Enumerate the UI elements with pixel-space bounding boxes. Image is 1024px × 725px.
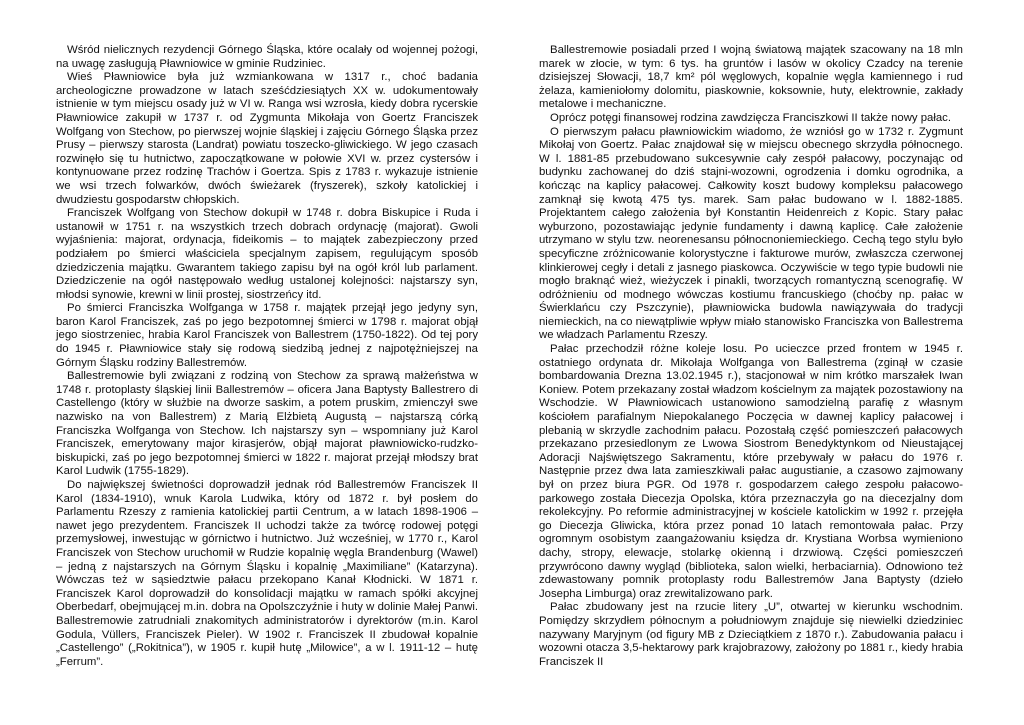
paragraph: Wieś Pławniowice była już wzmiankowana w 1317 r., choć badania archeologiczne prowadzone w latach sześćdziesiątych XX w. udokumentowały istnienie w tym miejscu osady już w VI w. Ranga wsi wzrosła, kiedy dobra rycerskie Pławniowice zakupił w 1737 r. od Zygmunta Mikołaja von Goertz Franciszek Wolfgang von Stechow, po pierwszej wojnie śląskiej i zajęciu Górnego Śląska przez Prusy – pierwszy starosta (Landrat) powiatu toszecko-gliwickiego. W jego czasach rozwinęło się tu hutnictwo, zapoczątkowane w połowie XVI w. przez cystersów i kontynuowane przez rodzinę Trachów i Goertza. Spis z 1783 r. wykazuje istnienie we wsi trzech folwarków, dwóch świeżarek (fryszerek), szkoły katolickiej i dwudziestu gospodarstw chłopskich. (56, 71, 478, 206)
paragraph: Ballestremowie byli związani z rodziną von Stechow za sprawą małżeństwa w 1748 r. protoplasty śląskiej linii Ballestremów – oficera Jana Baptysty Ballestrero di Castellengo (który w służbie na dworze saskim, a potem pruskim, zmienczył swe nazwisko na von Ballestrem) z Marią Elżbietą Augustą – najstarszą córką Franciszka Wolfganga von Stechow. Ich najstarszy syn – wspomniany już Karol Franciszek, emerytowany major kirasjerów, objął majorat pławniowicko-rudzko-biskupicki, zaś po jego bezpotomnej śmierci w 1822 r. majorat przejął młodszy brat Karol Ludwik (1755-1829). (56, 370, 478, 478)
paragraph: Po śmierci Franciszka Wolfganga w 1758 r. majątek przejął jego jedyny syn, baron Karol Franciszek, zaś po jego bezpotomnej śmierci w 1798 r. majorat objął jego siostrzeniec, hrabia Karol Franciszek von Ballestrem (1750-1822). Od tej pory do 1945 r. Pławniowice stały się rodową siedzibą jednej z najpotężniejszej na Górnym Śląsku rodziny Ballestremów. (56, 302, 478, 369)
left-column (56, 44, 478, 669)
paragraph: Pałac zbudowany jest na rzucie litery „U”, otwartej w kierunku wschodnim. Pomiędzy skrzydłem północnym a południowym znajduje się niewielki dziedziniec nazywany Maryjnym (od figury MB z Dzieciątkiem z 1870 r.). Zabudowania pałacu i wozowni otacza 3,5-hektarowy park krajobrazowy, założony po 1881 r., kiedy hrabia Franciszek II (539, 601, 963, 668)
paragraph: Ballestremowie posiadali przed I wojną światową majątek szacowany na 18 mln marek w złocie, w tym: 6 tys. ha gruntów i lasów w okolicy Czadcy na terenie dzisiejszej Słowacji, 18,7 km² pól węglowych, kopalnie węgla kamiennego i rud żelaza, kamieniołomy dolomitu, piaskownie, koksownie, huty, elektrownie, zakłady metalowe i mechaniczne. (539, 44, 963, 111)
paragraph: Franciszek Wolfgang von Stechow dokupił w 1748 r. dobra Biskupice i Ruda i ustanowił w 1751 r. na wszystkich trzech dobrach ordynację (majorat). Gwoli wyjaśnienia: majorat, ordynacja, fideikomis – to majątek zabezpieczony przed podziałem po śmierci właściciela specjalnym zapisem, regulującym sposób dziedziczenia majątku. Gwarantem takiego zapisu był na ogół król lub parlament. Dziedziczenie na ogół następowało według ustalonej kolejności: najstarszy syn, młodsi synowie, krewni w linii prostej, siostrzeńcy itd. (56, 207, 478, 301)
paragraph: Do największej świetności doprowadził jednak ród Ballestremów Franciszek II Karol (1834-1910), wnuk Karola Ludwika, który od 1872 r. był posłem do Parlamentu Rzeszy z ramienia katolickiej partii Centrum, a w latach 1898-1906 – nawet jego prezydentem. Franciszek II uchodzi także za twórcę rodowej potęgi przemysłowej, inwestując w górnictwo i hutnictwo. Już wcześniej, w 1770 r., Karol Franciszek von Stechow uruchomił w Rudzie kopalnię węgla Brandenburg (Wawel) – jedną z najstarszych na Górnym Śląsku i kopalnię „Maximiliane” (Katarzyna). Wówczas też w sąsiedztwie pałacu przekopano Kanał Kłodnicki. W 1871 r. Franciszek Karol doprowadził do konsolidacji majątku w ramach spółki akcyjnej Oberbedarf, obejmującej m.in. dobra na Opolszczyźnie i huty w dolinie Małej Panwi. Ballestremowie zatrudniali znakomitych administratorów i dyrektorów (m.in. Karol Godula, Vüllers, Franciszek Pieler). W 1902 r. Franciszek II zbudował kopalnie „Castellengo” („Rokitnica”), w 1905 r. kupił hutę „Milowice”, a w l. 1911-12 – hutę „Ferrum”. (56, 479, 478, 668)
right-column (539, 44, 963, 669)
paragraph: Pałac przechodził różne koleje losu. Po ucieczce przed frontem w 1945 r. ostatniego ordynata dr. Mikołaja Wolfganga von Ballestrema (zginął w czasie bombardowania Drezna 13.02.1945 r.), stacjonował w nim krótko marszałek Iwan Koniew. Potem przekazany został władzom kościelnym za majątek pozostawiony na Wschodzie. W Pławniowicach ustanowiono samodzielną parafię z własnym kościołem parafialnym Niepokalanego Poczęcia w dawnej kaplicy pałacowej i plebanią w skrzydle zachodnim pałacu. Pozostałą część pomieszczeń pałacowych przekazano przesiedlonym ze Lwowa Siostrom Benedyktynkom od Nieustającej Adoracji Najświętszego Sakramentu, które przebywały w pałacu do 1976 r. Następnie przez dwa lata zamieszkiwali pałac augustianie, a czasowo zajmowany był on przez biura PGR. Od 1978 r. gospodarzem całego zespołu pałacowo-parkowego została Diecezja Opolska, która przeznaczyła go na diecezjalny dom rekolekcyjny. Po reformie administracyjnej w kościele katolickim w 1992 r. przejęła go Diecezja Gliwicka, która przez ponad 10 latach remontowała pałac. Przy ogromnym osobistym zaangażowaniu księdza dr. Krystiana Worbsa wymieniono dachy, stropy, elewacje, stolarkę okienną i drzwiową. Części pomieszczeń przywrócono dawny wygląd (biblioteka, salon wielki, herbaciarnia). Odnowiono też zdewastowany pomnik protoplasty rodu Ballestremów Jana Baptysty (dzieło Josepha Limburga) oraz zrewitalizowano park. (539, 343, 963, 600)
paragraph: Wśród nielicznych rezydencji Górnego Śląska, które ocalały od wojennej pożogi, na uwagę zasługują Pławniowice w gminie Rudziniec. (56, 44, 478, 70)
paragraph: O pierwszym pałacu pławniowickim wiadomo, że wzniósł go w 1732 r. Zygmunt Mikołaj von Goertz. Pałac znajdował się w miejscu obecnego skrzydła północnego. W l. 1881-85 przebudowano sukcesywnie cały zespół pałacowy, poczynając od budynku zachowanej do dziś stajni-wozowni, ogrodzenia i domku ogrodnika, a kończąc na kaplicy pałacowej. Całkowity koszt budowy kompleksu pałacowego zamknął się kwotą 475 tys. marek. Sam pałac budowano w l. 1882-1885. Projektantem całego założenia był Konstantin Heidenreich z Kopic. Stary pałac wyburzono, pozostawiając jedynie fundamenty i dawną kaplicę. Całe założenie utrzymano w stylu tzw. neorenesansu północnoniemieckiego. Cechą tego stylu było specyficzne zróżnicowanie kolorystyczne i fakturowe murów, zwłaszcza czerwonej klinkierowej cegły i detali z jasnego piaskowca. Oczywiście w tego typie budowli nie mogło braknąć wież, wieżyczek i pinakli, tworzących romantyczną scenografię. W odróżnieniu od modnego wówczas kostiumu francuskiego (choćby np. pałac w Świerklańcu czy Pszczynie), pławniowicka budowla nawiązywała do tradycji niemieckich, na co niewątpliwie wpływ miało stanowisko Franciszka von Ballestrema we władzach Parlamentu Rzeszy. (539, 125, 963, 342)
paragraph: Oprócz potęgi finansowej rodzina zawdzięcza Franciszkowi II także nowy pałac. (550, 111, 951, 124)
